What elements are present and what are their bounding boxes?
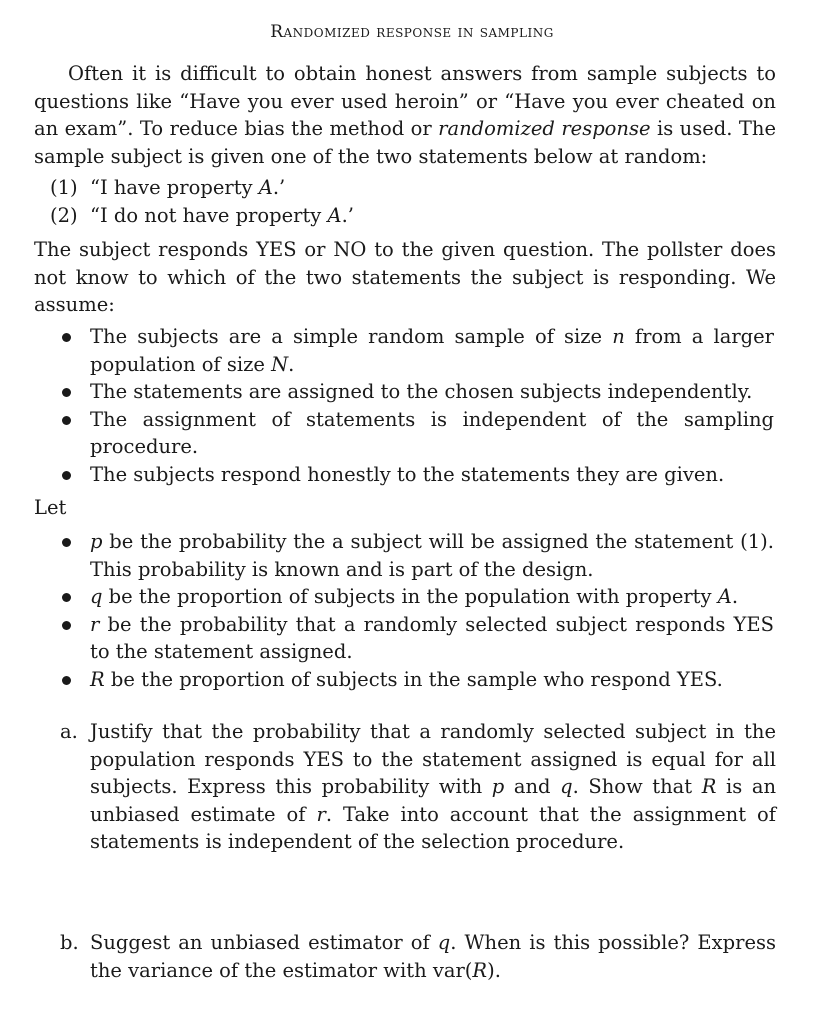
definition-item (62, 528, 774, 583)
task-a-text-4: . Take into account that the assignment of statements is independent of the selection procedure. (90, 802, 776, 853)
assumption-item (62, 406, 774, 461)
task-a-text-1: Justify that the probability that a randomly selected subject in the population responds YES to the statement assigned is equal for all subjects. Express this probability with (90, 720, 776, 798)
statement-2-number: (2) (50, 204, 78, 227)
assumption-1-end: . (288, 352, 295, 376)
task-b-text-3: ). (487, 958, 501, 982)
task-a-and: and (504, 775, 561, 798)
task-a (60, 718, 776, 856)
page-title: Randomized response in sampling (270, 22, 554, 42)
task-a-q: q (560, 775, 573, 798)
task-a-r: r (316, 802, 326, 826)
definition-4-var: R (90, 667, 105, 691)
intro-text-2: is used. The sample subject is given one of the two statements below at random: (34, 117, 777, 168)
definition-1-text: be the probability the a subject will be assigned the statement (1). This probability is known and is part of the design. (90, 530, 774, 581)
let-label: Let (34, 496, 67, 519)
task-a-text-3: is an unbiased estimate of (90, 775, 777, 826)
statement-1-number: (1) (50, 176, 78, 199)
task-b-text-2: . When is this possible? Express the variance of the estimator with var( (90, 931, 776, 982)
definition-3-text: be the probability that a randomly selected subject responds YES to the statement assigned. (90, 612, 774, 663)
task-b-body (90, 929, 776, 984)
assumption-item (62, 461, 774, 489)
task-b-R: R (472, 958, 488, 982)
bullet-icon (62, 333, 71, 342)
definition-2-text: be the proportion of subjects in the population with property (102, 585, 718, 608)
definition-item (62, 611, 774, 666)
definition-3-var: r (90, 612, 100, 636)
statement-2-end: .’ (341, 204, 355, 227)
task-b-text-1: Suggest an unbiased estimator of (90, 931, 438, 954)
definition-item (62, 583, 774, 611)
assumption-3-text: The assignment of statements is independent of the sampling procedure. (90, 407, 774, 458)
bullet-icon (62, 538, 71, 547)
bullet-icon (62, 388, 71, 397)
bullet-icon (62, 471, 71, 480)
assumption-item (62, 378, 774, 406)
intro-text-1: Often it is difficult to obtain honest answers from sample subjects to questions like “Have you ever used heroin” or “Have you ever cheated on an exam”. To reduce bias the method or (34, 62, 776, 140)
statement-2-text: “I do not have property (90, 204, 328, 227)
definition-2-A: A (717, 585, 732, 608)
definition-2-var: q (90, 585, 103, 608)
statement-1-var: A (258, 176, 273, 199)
statement-2 (50, 202, 354, 230)
statement-1-end: .’ (272, 176, 286, 199)
definition-item (62, 666, 774, 694)
statement-1-text: “I have property (90, 176, 259, 199)
bullet-icon (62, 621, 71, 630)
task-a-p: p (491, 775, 505, 798)
bullet-icon (62, 416, 71, 425)
task-a-label: a. (60, 720, 78, 743)
statement-2-var: A (327, 204, 342, 227)
assumption-1-text: The subjects are a simple random sample of size (90, 325, 613, 348)
definitions-list (62, 528, 774, 693)
assumption-item (62, 323, 774, 378)
task-b-label: b. (60, 931, 79, 954)
definition-4-text: be the proportion of subjects in the sample who respond YES. (104, 667, 723, 691)
intro-paragraph (34, 60, 776, 170)
response-paragraph: The subject responds YES or NO to the given question. The pollster does not know to which of the two statements the subject is responding. We assume: (34, 238, 776, 316)
task-b (60, 929, 776, 984)
task-a-text-2: . Show that (572, 775, 702, 798)
task-a-R: R (701, 775, 717, 798)
bullet-icon (62, 593, 71, 602)
statement-1 (50, 174, 285, 202)
assumption-1-mid: from a larger population of size (90, 325, 774, 376)
assumption-1-n: n (612, 325, 625, 348)
task-b-q: q (437, 931, 451, 954)
assumption-4-text: The subjects respond honestly to the statements they are given. (90, 462, 725, 486)
intro-emphasis: randomized response (438, 117, 651, 140)
assumption-1-N: N (271, 352, 289, 376)
definition-2-end: . (731, 585, 739, 608)
assumptions-list (62, 323, 774, 488)
bullet-icon (62, 676, 71, 685)
definition-1-var: p (90, 530, 103, 553)
assumption-2-text: The statements are assigned to the chosen subjects independently. (90, 380, 753, 403)
task-a-body (90, 718, 776, 856)
